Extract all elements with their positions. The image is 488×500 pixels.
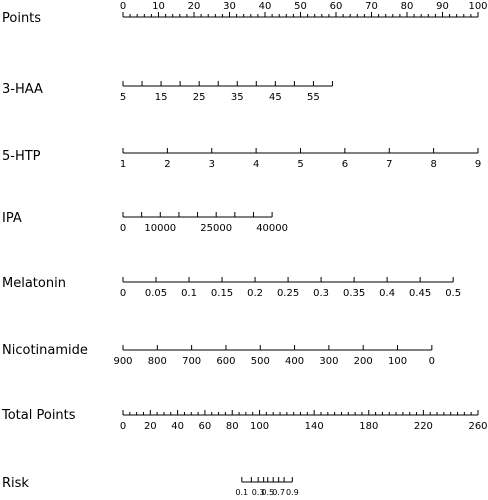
total-points-tick-label: 20	[143, 421, 157, 432]
risk-tick-label: 0.1	[235, 488, 249, 497]
total-points-tick-label: 80	[225, 421, 239, 432]
melatonin-tick-label: 0.25	[276, 288, 300, 299]
3-haa-tick-label: 35	[230, 92, 244, 103]
nicotinamide-tick-label: 900	[113, 356, 133, 367]
ipa-tick-label: 0	[119, 223, 127, 234]
risk-tick-label: 0.5	[261, 488, 275, 497]
ipa-tick-label: 40000	[256, 223, 289, 234]
3-haa-tick-label: 45	[268, 92, 282, 103]
nicotinamide-tick-label: 200	[353, 356, 373, 367]
3-haa-tick-label: 15	[154, 92, 168, 103]
3-haa-row-label: 3-HAA	[2, 82, 43, 97]
melatonin-tick-label: 0.4	[379, 288, 396, 299]
5-htp-tick-label: 2	[164, 159, 171, 170]
nicotinamide-tick-label: 600	[216, 356, 236, 367]
points-tick-label: 0	[119, 1, 127, 12]
risk-tick-label: 0.7	[272, 488, 286, 497]
ipa-row-label: IPA	[2, 211, 22, 226]
nicotinamide-tick-label: 100	[387, 356, 408, 367]
3-haa-tick-label: 25	[192, 92, 206, 103]
total-points-tick-label: 40	[171, 421, 184, 432]
melatonin-tick-label: 0.35	[342, 288, 366, 299]
5-htp-row-label: 5-HTP	[2, 149, 41, 164]
5-htp-tick-label: 6	[341, 159, 349, 170]
points-tick-label: 40	[258, 1, 272, 12]
total-points-tick-label: 60	[198, 421, 212, 432]
total-points-tick-label: 180	[359, 421, 379, 432]
total-points-tick-label: 140	[304, 421, 324, 432]
total-points-tick-label: 100	[249, 421, 270, 432]
total-points-tick-label: 260	[468, 421, 488, 432]
points-tick-label: 50	[294, 1, 307, 12]
melatonin-tick-label: 0.5	[445, 288, 462, 299]
points-tick-label: 30	[223, 1, 236, 12]
melatonin-tick-label: 0.3	[313, 288, 330, 299]
5-htp-tick-label: 3	[208, 159, 215, 170]
ipa-tick-label: 10000	[144, 223, 177, 234]
points-tick-label: 20	[187, 1, 201, 12]
ipa-tick-label: 25000	[200, 223, 233, 234]
melatonin-row-label: Melatonin	[2, 276, 66, 291]
nicotinamide-row-label: Nicotinamide	[2, 343, 88, 358]
total-points-tick-label: 220	[413, 421, 433, 432]
nicotinamide-tick-label: 500	[250, 356, 270, 367]
melatonin-tick-label: 0.05	[144, 288, 168, 299]
risk-tick-label: 0.3	[251, 488, 265, 497]
points-tick-label: 70	[365, 1, 378, 12]
5-htp-tick-label: 7	[386, 159, 393, 170]
risk-tick-label: 0.9	[285, 488, 299, 497]
nicotinamide-tick-label: 400	[285, 356, 305, 367]
points-row-label: Points	[2, 11, 42, 26]
nicotinamide-tick-label: 0	[428, 356, 436, 367]
points-tick-label: 100	[468, 1, 488, 12]
5-htp-tick-label: 8	[430, 159, 437, 170]
total-points-row-label: Total Points	[2, 408, 76, 423]
nicotinamide-tick-label: 300	[319, 356, 339, 367]
points-tick-label: 80	[400, 1, 414, 12]
5-htp-tick-label: 5	[297, 159, 304, 170]
points-tick-label: 60	[329, 1, 343, 12]
nicotinamide-tick-label: 800	[147, 356, 167, 367]
melatonin-tick-label: 0	[119, 288, 127, 299]
3-haa-tick-label: 55	[307, 92, 320, 103]
points-tick-label: 10	[152, 1, 165, 12]
melatonin-tick-label: 0.1	[181, 288, 197, 299]
melatonin-tick-label: 0.2	[247, 288, 264, 299]
nicotinamide-tick-label: 700	[182, 356, 202, 367]
points-tick-label: 90	[436, 1, 449, 12]
total-points-tick-label: 0	[119, 421, 127, 432]
5-htp-tick-label: 9	[474, 159, 482, 170]
5-htp-tick-label: 1	[119, 159, 127, 170]
risk-row-label: Risk	[2, 476, 29, 491]
melatonin-tick-label: 0.45	[409, 288, 432, 299]
melatonin-tick-label: 0.15	[210, 288, 234, 299]
5-htp-tick-label: 4	[252, 159, 260, 170]
3-haa-tick-label: 5	[119, 92, 127, 103]
